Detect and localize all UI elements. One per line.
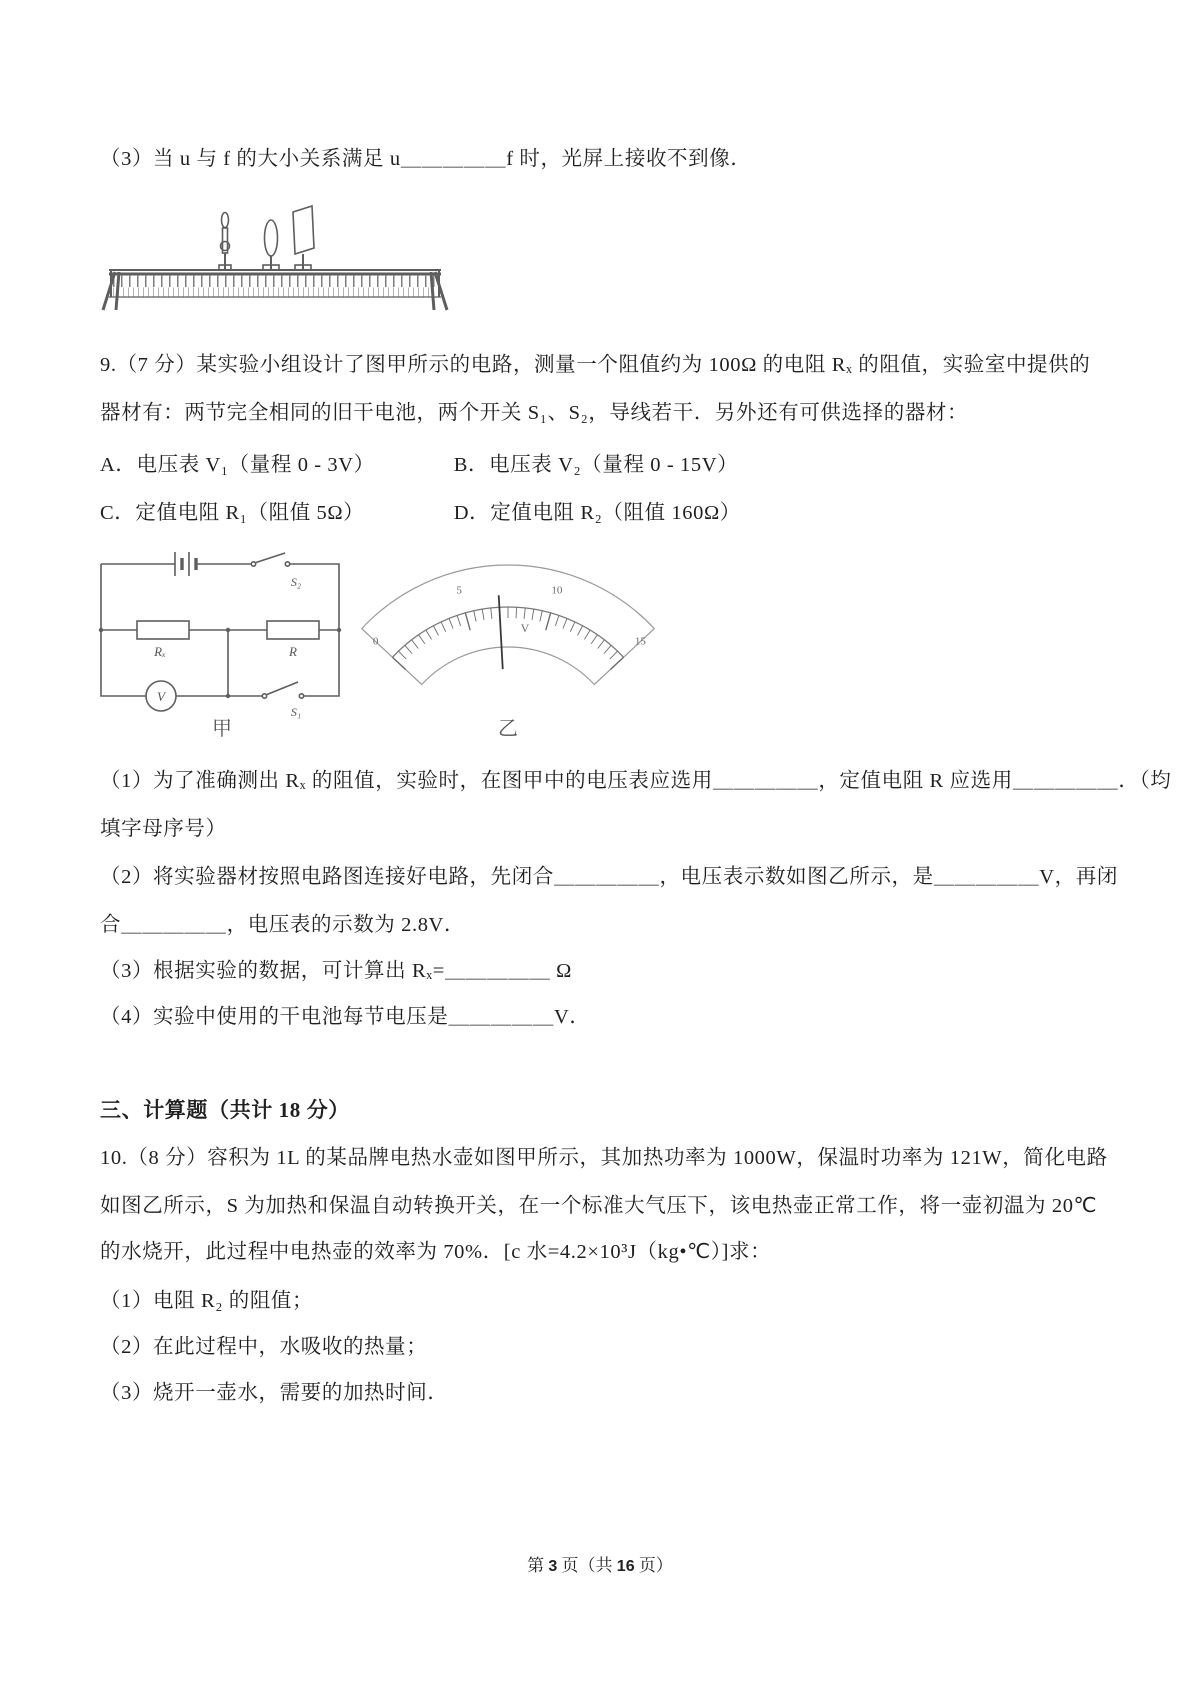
question-10-part-1: （1）电阻 R₂ 的阻值； xyxy=(100,1290,314,1312)
lens xyxy=(263,220,279,270)
switch-s1 xyxy=(262,682,303,698)
dial-outline xyxy=(362,565,655,685)
resistor-rx xyxy=(137,621,189,639)
footer-page-number: 3 xyxy=(548,1558,558,1575)
option-c: C．定值电阻 R₁（阻值 5Ω） xyxy=(100,502,365,524)
question-9-part-1-line-1: （1）为了准确测出 Rₓ 的阻值，实验时，在图甲中的电压表应选用＿＿＿＿＿，定值电阻 R 应选用＿＿＿＿＿．（均 xyxy=(100,770,1172,792)
dial-needle xyxy=(499,595,503,669)
bench-track xyxy=(109,270,441,297)
dial-unit-label: V xyxy=(520,621,530,635)
question-8-part-3: （3）当 u 与 f 的大小关系满足 u＿＿＿＿＿f 时，光屏上接收不到像． xyxy=(100,148,752,170)
option-a: A．电压表 V₁（量程 0 - 3V） xyxy=(100,454,375,476)
dial-tick-label: 0 xyxy=(372,635,379,648)
footer-total-pages: 16 xyxy=(616,1558,635,1575)
question-9-stem-line-1: 9.（7 分）某实验小组设计了图甲所示的电路，测量一个阻值约为 100Ω 的电阻 Rₓ 的阻值，实验室中提供的 xyxy=(100,354,1091,376)
candle xyxy=(219,213,231,271)
dial-tick-label: 5 xyxy=(456,584,462,597)
screen xyxy=(293,206,314,270)
question-9-part-3: （3）根据实验的数据，可计算出 Rₓ=＿＿＿＿＿ Ω xyxy=(100,960,573,982)
figure-yi-caption: 乙 xyxy=(498,718,518,740)
bench-legs xyxy=(103,272,447,310)
question-9-part-1-line-2: 填字母序号） xyxy=(100,818,227,840)
question-9-stem-line-2: 器材有：两节完全相同的旧干电池，两个开关 S₁、S₂，导线若干．另外还有可供选择的器材： xyxy=(100,402,969,424)
question-10-stem-line-2: 如图乙所示，S 为加热和保温自动转换开关，在一个标准大气压下，该电热壶正常工作，将一壶初温为 20℃ xyxy=(100,1195,1098,1217)
dial-tick-label: 10 xyxy=(551,584,563,597)
section-3-heading: 三、计算题（共计 18 分） xyxy=(100,1098,350,1122)
footer-prefix: 第 xyxy=(527,1556,549,1575)
battery-symbol xyxy=(175,552,196,576)
figure-jia-caption: 甲 xyxy=(212,718,232,740)
page-footer xyxy=(0,1551,1200,1576)
question-9-options-cd xyxy=(100,500,1150,527)
question-10-stem-line-1: 10.（8 分）容积为 1L 的某品牌电热水壶如图甲所示，其加热功率为 1000W，保温时功率为 121W，简化电路 xyxy=(100,1147,1108,1169)
option-b: B．电压表 V₂（量程 0 - 15V） xyxy=(453,454,739,476)
question-9-part-2-line-1: （2）将实验器材按照电路图连接好电路，先闭合＿＿＿＿＿，电压表示数如图乙所示，是＿＿＿＿＿V，再闭 xyxy=(100,866,1118,888)
footer-middle: 页（共 xyxy=(557,1556,617,1575)
resistor-r xyxy=(267,621,319,639)
resistor-rx-label: Rₓ xyxy=(154,644,166,659)
switch-s1-label: S₁ xyxy=(290,705,302,719)
circuit-diagram-figure xyxy=(97,550,347,725)
footer-suffix: 页） xyxy=(634,1556,673,1575)
resistor-r-label: R xyxy=(289,644,297,659)
question-10-part-3: （3）烧开一壶水，需要的加热时间． xyxy=(100,1382,449,1404)
dial-scale xyxy=(373,585,647,670)
question-9-options-ab xyxy=(100,452,1150,479)
voltmeter-dial-figure xyxy=(358,555,658,695)
voltmeter-label: V xyxy=(157,689,165,704)
option-d: D．定值电阻 R₂（阻值 160Ω） xyxy=(453,502,741,524)
question-9-part-2-line-2: 合＿＿＿＿＿，电压表的示数为 2.8V． xyxy=(100,914,466,936)
question-10-part-2: （2）在此过程中，水吸收的热量； xyxy=(100,1336,428,1358)
question-10-stem-line-3: 的水烧开，此过程中电热壶的效率为 70%．[c 水=4.2×10³J（kg•℃）]求： xyxy=(100,1241,772,1263)
switch-s2-label: S₂ xyxy=(290,575,302,589)
dial-tick-label: 15 xyxy=(634,635,646,648)
question-9-part-4: （4）实验中使用的干电池每节电压是＿＿＿＿＿V． xyxy=(100,1006,591,1028)
optical-bench-figure xyxy=(95,198,455,313)
switch-s2 xyxy=(251,553,289,566)
